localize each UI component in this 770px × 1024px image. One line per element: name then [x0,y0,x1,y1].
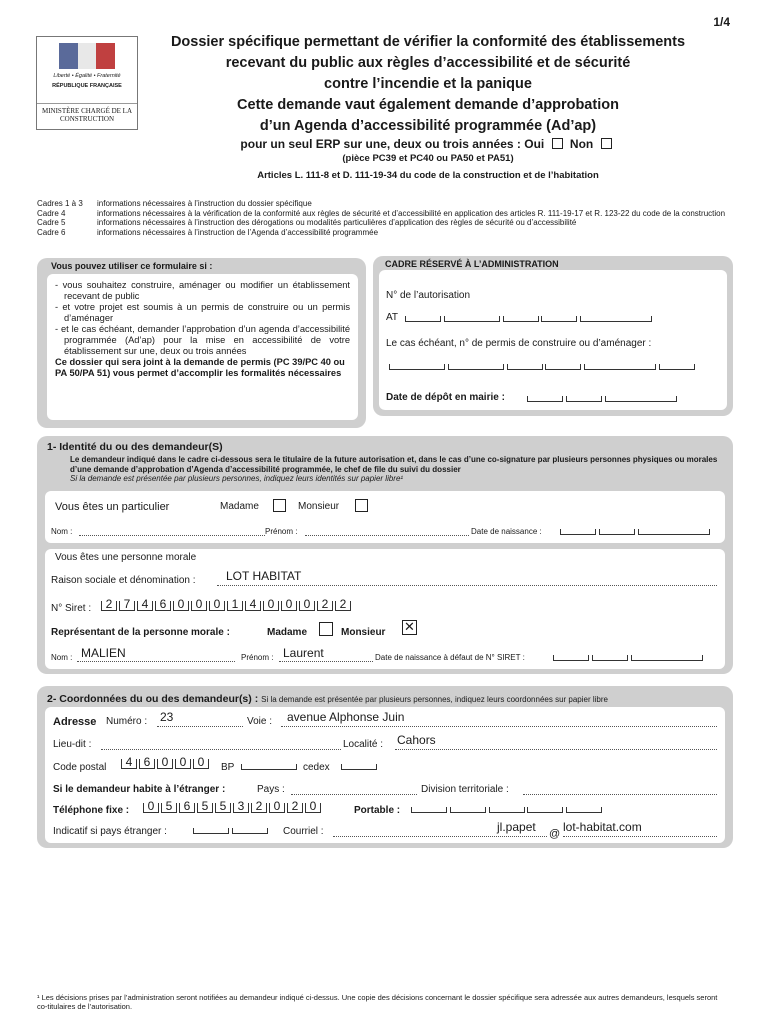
digit-cell: 0 [175,759,191,769]
bp-label: BP [221,762,235,773]
tel-label: Téléphone fixe : [53,805,130,816]
madame-label: Madame [220,501,259,512]
email-user-value: jl.papet [497,820,536,834]
portable-label: Portable : [354,805,401,816]
digit-cell: 7 [119,601,135,611]
rep-nom-field[interactable] [77,661,235,662]
division-label: Division territoriale : [421,784,509,795]
raison-field[interactable] [217,585,717,586]
admin-header: CADRE RÉSERVÉ À L’ADMINISTRATION [385,259,559,269]
digit-cell: 0 [157,759,173,769]
digit-cell: 3 [233,803,249,813]
section-1-desc-text: Le demandeur indiqué dans le cadre ci-dessous sera le titulaire de la future autorisation et, dans le cas d’une co-signature par plusieurs personnes physiques ou morales d’une demande d’approbation d’Agenda d’accessibilité programmée, le chef de file du suivi du dossier [70,455,718,474]
admin-content [379,270,727,410]
section-coordonnees [37,686,733,848]
form-title [150,32,706,137]
logo-ministry: MINISTÈRE CHARGÉ DE LA CONSTRUCTION [37,103,137,123]
section-2-note: Si la demande est présentée par plusieurs personnes, indiquez leurs coordonnées sur papier libre [261,695,608,704]
cadres-list [37,199,737,237]
digit-cell: 2 [101,601,117,611]
prenom-field[interactable] [305,535,469,536]
pays-label: Pays : [257,784,285,795]
coordonnees-box [45,707,725,843]
email-domain-value: lot-habitat.com [563,820,642,834]
depot-label: Date de dépôt en mairie : [386,392,505,403]
rep-prenom-label: Prénom : [241,653,274,662]
title-line: d’un Agenda d’accessibilité programmée (Ad’ap) [259,118,597,134]
digit-cell: 0 [191,601,207,611]
etranger-label: Si le demandeur habite à l’étranger : [53,784,226,795]
piece-reference: (pièce PC39 et PC40 ou PA50 et PA51) [342,153,514,164]
rep-monsieur-checkbox-checked[interactable]: ✕ [402,620,417,635]
cadre-row [37,199,737,209]
section-1-description [70,455,723,484]
voie-field[interactable] [281,726,717,727]
voie-value: avenue Alphonse Juin [287,710,405,724]
cedex-field[interactable] [341,762,377,773]
digit-cell: 4 [137,601,153,611]
cadre-key: Cadre 5 [37,218,66,227]
rep-nom-value: MALIEN [81,646,126,660]
usage-panel [37,258,366,428]
naissance-field[interactable] [560,527,710,538]
digit-cell: 0 [281,601,297,611]
adresse-label: Adresse [53,716,97,728]
digit-cell: 0 [143,803,159,813]
erp-text: pour un seul ERP sur une, deux ou trois années : Oui [240,137,545,151]
morale-box [45,549,725,669]
rep-madame-checkbox[interactable] [319,622,333,636]
cp-label: Code postal [53,762,107,773]
rep-madame-label: Madame [267,627,308,638]
digit-cell: 5 [197,803,213,813]
cadre-row [37,218,737,228]
digit-cell: 5 [161,803,177,813]
rep-prenom-field[interactable] [279,661,373,662]
localite-label: Localité : [343,739,384,750]
title-line: Dossier spécifique permettant de vérifier la conformité des établissements [170,34,686,50]
cadre-value: informations nécessaires à l’instruction du dossier spécifique [97,199,312,208]
digit-cell: 0 [305,803,321,813]
usage-item: - et le cas échéant, demander l’approbation d’un agenda d’accessibilité programmée (Ad’ap) pour la mise en accessibilité de votre établissement sur une, deux ou trois années [55,324,350,356]
rep-naissance-field[interactable] [553,653,703,664]
admin-panel [373,256,733,416]
courriel-label: Courriel : [283,826,324,837]
articles-reference: Articles L. 111-8 et D. 111-19-34 du code de la construction et de l’habitation [257,170,599,181]
digit-cell: 6 [155,601,171,611]
nom-label: Nom : [51,527,73,536]
digit-cell: 5 [215,803,231,813]
tel-field[interactable] [143,799,323,813]
usage-content [47,274,358,420]
marianne-flag-icon [59,43,115,69]
digit-cell: 1 [227,601,243,611]
raison-label: Raison sociale et dénomination : [51,575,196,586]
division-field[interactable] [523,794,717,795]
digit-cell: 2 [287,803,303,813]
digit-cell: 6 [179,803,195,813]
siret-label: N° Siret : [51,603,92,614]
permis-number-field[interactable] [389,362,695,373]
section-1-header: 1- Identité du ou des demandeur(S) [47,441,223,453]
portable-field[interactable] [411,805,602,816]
digit-cell: 0 [173,601,189,611]
nom-field[interactable] [79,535,265,536]
cadre-value: informations nécessaires à l’instruction des dérogations ou modalités particulières d’application des règles de sécurité ou d’accessibilité [97,218,577,227]
digit-cell: 0 [299,601,315,611]
lieudit-label: Lieu-dit : [53,739,92,750]
section-2-header [47,693,608,705]
digit-cell: 0 [263,601,279,611]
title-line: recevant du public aux règles d’accessibilité et de sécurité [225,55,631,71]
usage-note: Ce dossier qui sera joint à la demande de permis (PC 39/PC 40 ou PA 50/PA 51) vous permet d’accomplir les formalités nécessaires [55,357,345,378]
voie-label: Voie : [247,716,273,727]
rep-naissance-label: Date de naissance à défaut de N° SIRET : [375,653,525,662]
depot-date-field[interactable] [527,394,677,405]
rep-prenom-value: Laurent [283,646,324,660]
localite-field[interactable] [395,749,717,750]
cadre-key: Cadre 4 [37,208,66,218]
courriel-user-field[interactable] [333,836,547,837]
lieudit-field[interactable] [101,749,341,750]
monsieur-checkbox[interactable] [355,499,368,512]
rep-nom-label: Nom : [51,653,73,662]
cadre-row [37,228,737,238]
indicatif-field[interactable] [193,826,268,837]
at-label: AT [386,312,399,323]
indicatif-label: Indicatif si pays étranger : [53,826,167,837]
non-checkbox[interactable] [601,138,612,149]
numero-field[interactable] [157,726,243,727]
representant-label: Représentant de la personne morale : [51,627,230,638]
siret-field[interactable] [101,597,353,611]
permis-label: Le cas échéant, n° de permis de construire ou d’aménager : [386,338,652,349]
logo-republic: RÉPUBLIQUE FRANÇAISE [52,83,122,89]
rep-monsieur-label: Monsieur [341,627,386,638]
raison-value: LOT HABITAT [226,569,302,583]
cadre-row [37,209,737,219]
particulier-label: Vous êtes un particulier [55,501,170,513]
usage-item: - vous souhaitez construire, aménager ou modifier un établissement recevant de public [55,280,350,301]
cadre-key: Cadre 6 [37,227,66,237]
at-number-field[interactable] [405,314,652,325]
page-number: 1/4 [713,15,730,29]
digit-cell: 0 [193,759,209,769]
cadre-key: Cadres 1 à 3 [37,199,83,208]
digit-cell: 2 [335,601,351,611]
cadre-value: informations nécessaires à la vérification de la conformité aux règles de sécurité et d’accessibilité en application des articles R. 111-19-17 et R. 123-22 du code de la construction [97,208,726,218]
section-identite [37,436,733,674]
republic-logo [36,36,138,130]
numero-label: Numéro : [106,716,148,727]
footnote: ¹ Les décisions prises par l’administration seront notifiées au demandeur indiqué ci-dessus. Une copie des décisions concernant le dossier spécifique sera adressée aux autres demandeurs, lesquels seront co-titulaires de l’autorisation. [37,993,718,1011]
naissance-label: Date de naissance : [471,527,542,536]
digit-cell: 0 [209,601,225,611]
localite-value: Cahors [397,733,436,747]
madame-checkbox[interactable] [273,499,286,512]
digit-cell: 4 [121,759,137,769]
courriel-domain-field[interactable] [563,836,717,837]
pays-field[interactable] [291,794,417,795]
section-1-desc-italic: Si la demande est présentée par plusieurs personnes, indiquez leurs identités sur papier libre¹ [70,474,404,483]
autorisation-label: N° de l’autorisation [386,290,471,301]
erp-question [150,137,706,151]
digit-cell: 2 [317,601,333,611]
digit-cell: 2 [251,803,267,813]
title-line: Cette demande vaut également demande d’approbation [237,97,619,113]
bp-field[interactable] [241,762,297,773]
cedex-label: cedex [303,762,330,773]
cp-field[interactable] [121,755,211,769]
prenom-label: Prénom : [265,527,298,536]
morale-label: Vous êtes une personne morale [55,552,197,563]
non-label: Non [569,137,594,151]
usage-header: Vous pouvez utiliser ce formulaire si : [51,261,213,271]
logo-motto: Liberté • Égalité • Fraternité [53,73,121,79]
monsieur-label: Monsieur [298,501,340,512]
numero-value: 23 [160,710,174,724]
at-sign: @ [549,828,561,840]
title-line: contre l’incendie et la panique [324,76,532,92]
oui-checkbox[interactable] [552,138,563,149]
particulier-box [45,491,725,543]
cadre-value: informations nécessaires à l’instruction de l’Agenda d’accessibilité programmée [97,227,379,237]
usage-item: - et votre projet est soumis à un permis de construire ou un permis d’aménager [55,302,350,323]
digit-cell: 4 [245,601,261,611]
section-2-title: 2- Coordonnées du ou des demandeur(s) : [47,693,259,705]
digit-cell: 0 [269,803,285,813]
digit-cell: 6 [139,759,155,769]
